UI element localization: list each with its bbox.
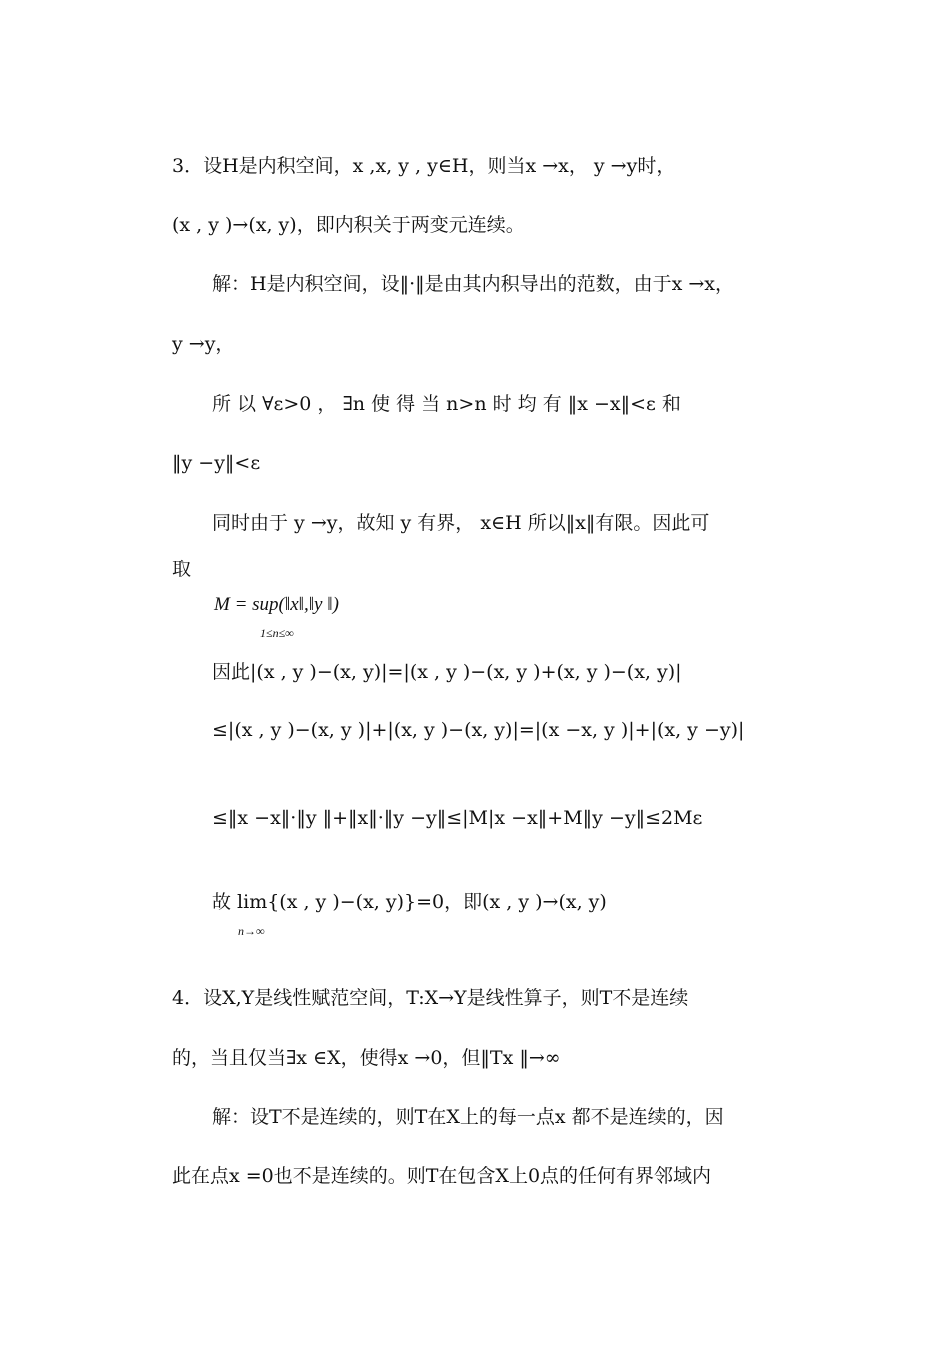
- problem-4-line-2: 的，当且仅当∃x ∈X，使得x →0，但‖Tx ‖→∞: [172, 1047, 561, 1069]
- solution-3-line-5: 同时由于 y →y，故知 y 有界， x∈H 所以‖x‖有限。因此可: [212, 512, 710, 534]
- sup-range: 1≤n≤∞: [260, 626, 294, 640]
- solution-3-line-4: ‖y −y‖<ε: [172, 452, 261, 474]
- solution-3-line-3: 所 以 ∀ε>0 ， ∃n 使 得 当 n>n 时 均 有 ‖x −x‖<ε 和: [212, 393, 681, 415]
- solution-4-line-1: 解：设T不是连续的，则T在X上的每一点x 都不是连续的，因: [212, 1106, 724, 1128]
- lim-range: n→∞: [238, 924, 265, 938]
- inequality-line-1: 因此|(x , y )−(x, y)|=|(x , y )−(x, y )+(x, y )−(x, y)|: [212, 661, 682, 683]
- limit-conclusion: 故 lim{(x , y )−(x, y)}=0，即(x , y )→(x, y): [212, 891, 607, 913]
- solution-4-line-2: 此在点x =0也不是连续的。则T在包含X上0点的任何有界邻域内: [172, 1165, 712, 1187]
- problem-3-line-2: (x , y )→(x, y)，即内积关于两变元连续。: [172, 214, 525, 236]
- problem-3-line-1: 3．设H是内积空间，x ,x, y , y∈H，则当x →x， y →y时，: [172, 155, 676, 177]
- solution-3-line-6: 取: [172, 558, 192, 580]
- inequality-line-3: ≤‖x −x‖·‖y ‖+‖x‖·‖y −y‖≤|M|x −x‖+M‖y −y‖≤2Mε: [212, 807, 703, 829]
- solution-3-line-1: 解：H是内积空间，设‖·‖是由其内积导出的范数，由于x →x，: [212, 273, 735, 295]
- solution-3-line-2: y →y，: [172, 333, 235, 355]
- inequality-line-2: ≤|(x , y )−(x, y )|+|(x, y )−(x, y)|=|(x −x, y )|+|(x, y −y)|: [212, 719, 745, 741]
- sup-definition: M = sup(‖x‖,‖y ‖): [214, 594, 339, 615]
- problem-4-line-1: 4．设X,Y是线性赋范空间，T:X→Y是线性算子，则T不是连续: [172, 987, 689, 1009]
